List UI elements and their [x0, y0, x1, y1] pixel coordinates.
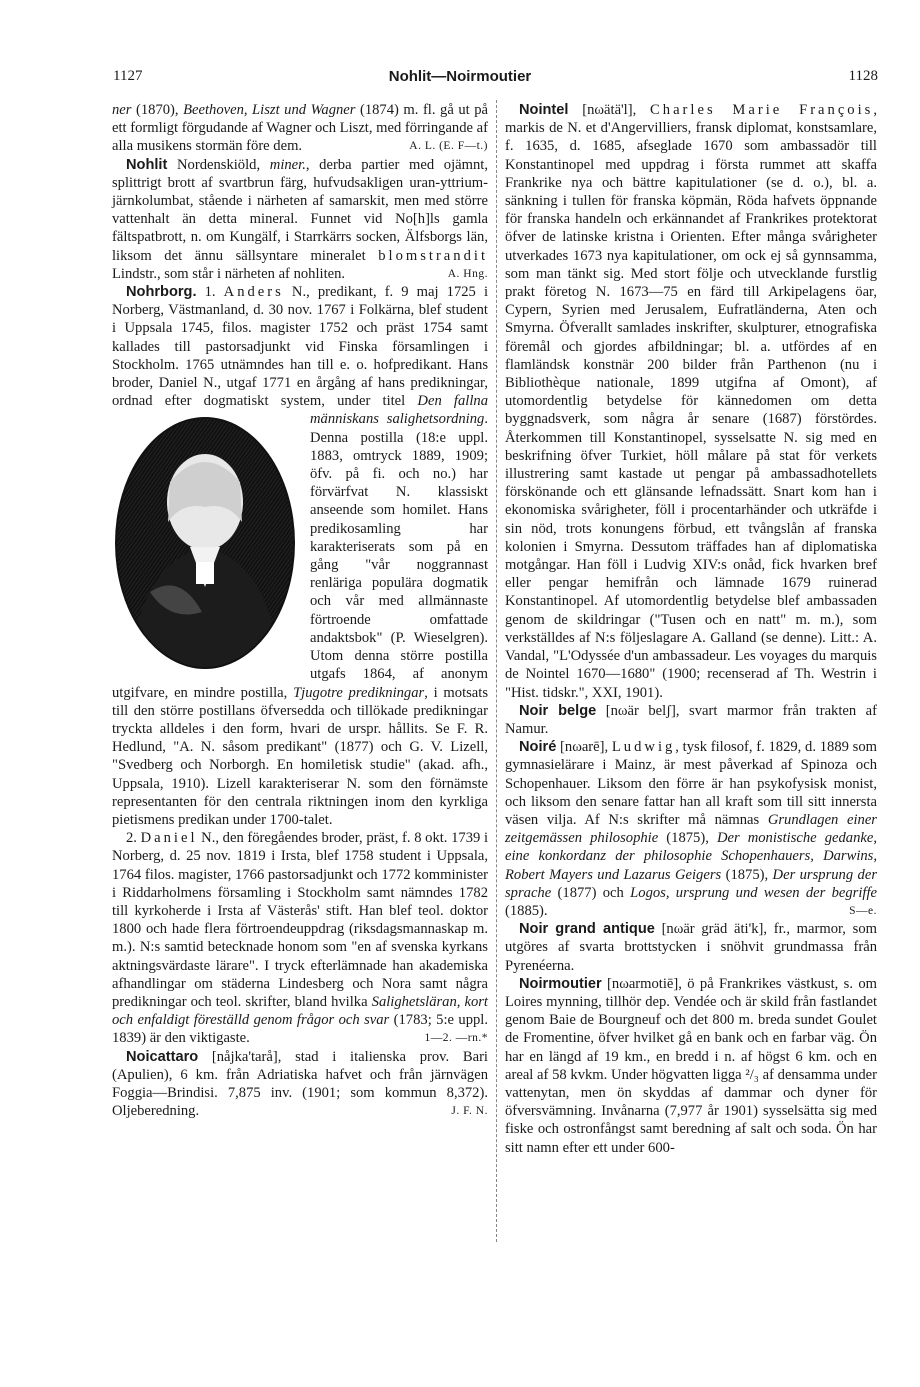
left-column	[112, 101, 488, 1120]
entry-noir-belge: Noir belge [nωär belʃ], svart marmor från trakten af Namur.	[505, 702, 878, 737]
entry-nointel: Nointel [nωätä'l], Charles Marie François, markis de N. et d'Angervilliers, fransk diplomat, konstsamlare, f. 1635, d. 1685, afseglade 1670 som ambassadör till Konstantinopel med uppdrag i första rummet att skaffa Frankrike nya och bättre kapitulationer (se d. o.), bl. a. sänkning i tullen för franska köpmän, Röda hafvets öppnande för franska handeln och erkännandet af Frankrikes protektorat öfver de latinske kristna i Orienten. Efter många svårigheter utverkades 1673 nya kapitulationer, om ock ej så gynnsamma, som man tänkt sig. Med stort följe och utvecklande furstlig prakt företog N. 1673—75 en färd till Arkipelagens öar, Cypern, Syrien med Jerusalem, Eufratländerna, Aten och Smyrna. Öfverallt samlades inskrifter, skulpturer, etnografiska föremål och gjordes afbildningar; bl. a. utfördes af en flamländsk konstnär 200 bilder från Parthenon (nu i Bibliothèque nationale, 1899 utgifna af Omont), af utomordentlig betydelse för kännedomen om detta byggnadsverk, som några år senare (1687) förstördes. Återkommen till Konstantinopel, sysselsatte N. sig med en beskrifning öfver Turkiet, höll målare på stat för verkets illustrering samt kastade ut pengar på ambassadhotellets förskönande och ett glänsande lefnadssätt. Snart kom han i ekonomiska svårigheter, föll i procentarhänder och utkräfde i sin nöd, trots konungens förbud, ett tvångslån af franska kolonien i Smyrna. Dessutom träffades han af diplomatiska motgångar. Han föll i Ludvig XIV:s onåd, fick hvarken bref eller pengar hemifrån och lämnade 1679 ruinerad Konstantinopel. Af utomordentlig betydelse blef ambassaden genom de skildringar ("Tusen och en natt" m. m.), som verkställdes af N:s följeslagare A. Galland (se denne). Litt.: A. Vandal, "L'Odyssée d'un ambassadeur. Les voyages du marquis de Nointel 1670—1680" (1900; recenserad af Th. Westrin i "Hist. tidskr.", XXI, 1901).	[505, 102, 877, 701]
entry-noire: Noiré [nωarē], Ludwig, tysk filosof, f. 1829, d. 1889 som gymnasielärare i Mainz, är mest påverkad af Spinoza och Schopenhauer. Liksom den förre är han psykofysisk monist, och liksom den senare fattar han all kraft som till sitt innersta väsen vilja. Af N:s skrifter må nämnas Grundlagen einer zeitgemässen philosophie (1875), Der monistische gedanke, eine konkordanz der philosophie Schopenhauers, Darwins, Robert Mayers und Lazarus Geigers (1875), Der ursprung der sprache (1877) och Logos, ursprung und wesen der begriffe (1885). S—e.	[505, 739, 877, 919]
headword: Noir belge	[519, 702, 597, 719]
author-signature: 1—2. —rn.*	[424, 1032, 488, 1045]
entry-noir-grand-antique: Noir grand antique [nωär gräd äti'k], fr., marmor, som utgöres af svarta brottstycken i snöhvit grundmassa från Pyrenéerna.	[505, 921, 877, 974]
page-number-right: 1128	[848, 68, 878, 84]
column-divider	[496, 100, 497, 1242]
portrait-engraving	[110, 412, 300, 674]
author-signature: A. Hng.	[447, 267, 488, 280]
author-signature: J. F. N.	[451, 1105, 488, 1118]
headword: Noiré	[519, 739, 557, 756]
headword: Noirmoutier	[519, 975, 602, 992]
running-title: Nohlit—Noirmoutier	[388, 68, 532, 85]
entry-noirmoutier: Noirmoutier [nωarmotiē], ö på Frankrikes västkust, s. om Loires mynning, tillhör dep. Vendée och är skild från fastlandet genom Baie de Bourgneuf och det 800 m. breda sundet Goulet de Fromentine, öfver hvilket gå en bank och en farbar väg. Ön har en längd af 19 km., en bredd i n. af högst 6 km. och en areal af 58 kvkm. Under högvatten ligga ²/₃ af densamma under vattenytan, men ön skyddas af dammar och dyner för öfversvämning. Invånarna (7,977 år 1901) sysselsätta sig med fiske och ostronfångst samt beredning af salt och soda. Ön har sitt namn efter ett under 600-	[505, 975, 877, 1156]
headword: Nointel	[519, 102, 569, 118]
headword: Noir grand antique	[519, 921, 655, 938]
headword: Nohlit	[126, 156, 168, 173]
page-number-left: 1127	[113, 68, 143, 84]
entry-noicattaro: Noicattaro [nåjka'tarå], stad i italienska prov. Bari (Apulien), 6 km. från Adriatiska hafvet och från järnvägen Foggia—Brindisi. 7,875 inv. (1901; som kommun 8,372). Oljeberedning. J. F. N.	[112, 1048, 488, 1120]
entry-daniel-nohrborg: 2. Daniel N., den föregåendes broder, präst, f. 8 okt. 1739 i Norberg, d. 25 nov. 1819 i Irsta, blef 1758 student i Uppsala, 1764 filos. magister, 1766 pastorsadjunkt och 1772 komminister i Riddarholmens församling i Stockholm samt nämndes 1782 till kyrkoherde i Irsta af Västerås' stift. Han blef teol. doktor 1800 och hade flera förtroendeuppdrag (riksdagsmannaskap m. m.). N:s samtid betecknade honom som "en af svenska kyrkans aktningsvärdaste lärare". I tryck efterlämnade han akademiska afhandlingar om städerna Lindesberg och Nora samt några predikningar och teol. skrifter, bland hvilka Salighetsläran, kort och enfaldigt föreställd genom frågor och svar (1783; 5:e uppl. 1839) är den viktigaste. 1—2. —rn.*	[112, 830, 489, 1047]
author-signature: S—e.	[849, 904, 877, 917]
entry-nohlit: Nohlit Nordenskiöld, miner., derba partier med ojämnt, splittrigt brott af svartbrun färg, hufvudsakligen uran-yttrium-järnkolumbat, stående i närheten af samarskit, men med större vattenhalt än detta mineral. Funnet vid No[h]ls gamla fältspatbrott, n. om Kungälf, i Starrkärrs socken, Älfsborgs län, liksom det ännu sällsyntare mineralet blomstrandit Lindstr., som står i närheten af nohliten. A. Hng.	[112, 156, 488, 282]
author-signature: A. L. (E. F—t.)	[409, 140, 488, 153]
right-column	[505, 101, 877, 1157]
headword: Noicattaro	[126, 1048, 199, 1065]
entry-nohrborg: Nohrborg. 1. Anders N., predikant, f. 9 maj 1725 i Norberg, Västmanland, d. 30 nov. 1767 i Folkärna, blef student i Uppsala 1745, filos. magister 1752 och präst 1754 samt kallades till pastorsadjunkt vid Finska församlingen i Stockholm. 1765 utnämndes han till e. o. hofpredikant. Hans broder, Daniel N., utgaf 1771 en årgång af hans predikningar, ordnad efter dogmatiskt system, under titel Den fallna människans salighetsordning. Denna postilla (18:e uppl. 1883, omtryck 1889, 1909; öfv. på fi. och no.) har förvärfvat N. klassiskt anseende som homilet. Hans predikosamling har karakteriserats som på en gång "vår noggrannast renläriga populära dogmatik och vår med allmännaste förtroende omfattade andaktsbok" (P. Wieselgren). Utom denna större postilla utgafs 1864, af anonym utgifvare, en mindre postilla, Tjugotre predikningar, i motsats till den större postillans öfversedda och tillökade predikningar tryckta alldeles i den form, hvari de urspr. hållits. Se F. R. Hedlund, "A. N. såsom predikant" (1877) och G. V. Lizell, "Svedberg och Norborgh. En homiletisk studie" (akad. afh., Uppsala, 1910). Lizell karakteriserar N. som den förnämste representanten för den centrala riktningen inom den kyrkliga pietismens predikan under 1700-talet.	[112, 284, 489, 828]
entry-continuation: ner (1870), Beethoven, Liszt und Wagner (1874) m. fl. gå ut på ett formligt förgudande af Wagner och Liszt, med förringande af alla musikens stormän före dem. A. L. (E. F—t.)	[112, 102, 489, 155]
headword: Nohrborg.	[126, 284, 197, 301]
